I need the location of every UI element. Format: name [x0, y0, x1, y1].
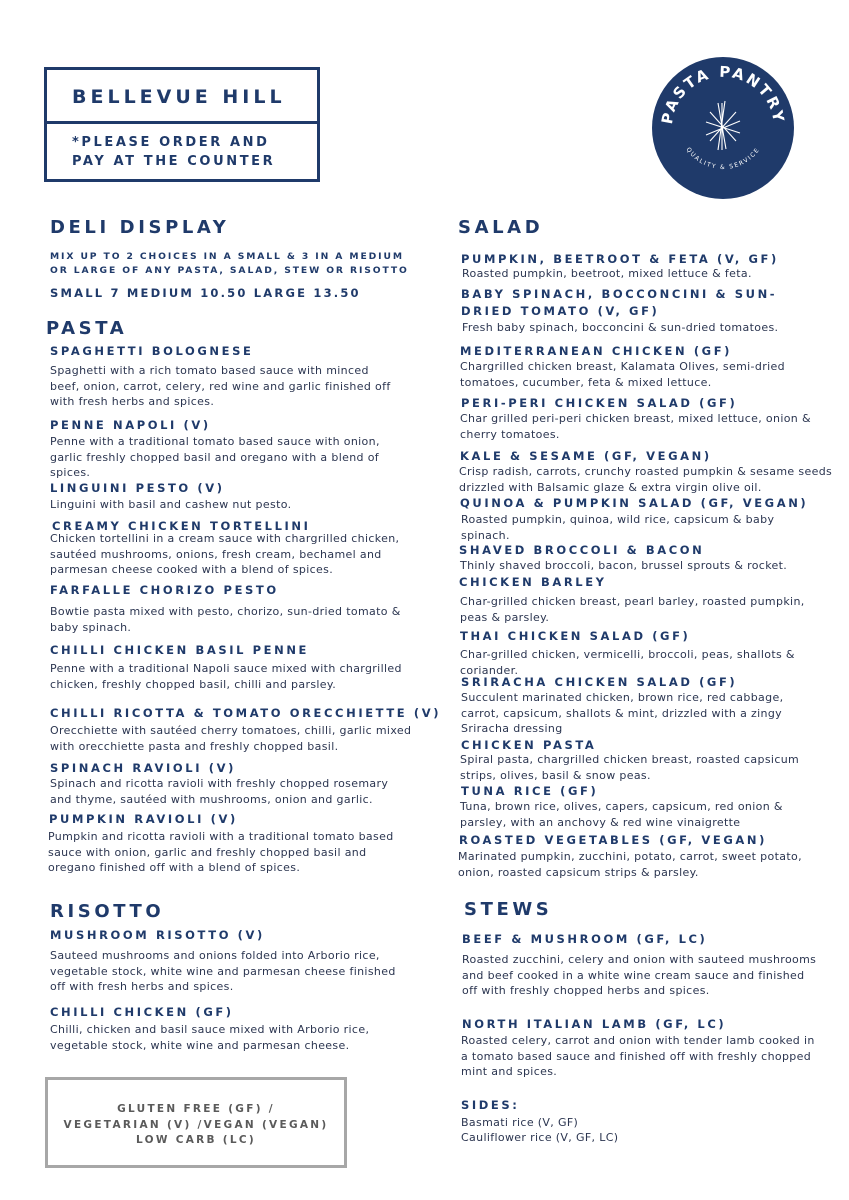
menu-item-desc: Penne with a traditional Napoli sauce mixed with chargrilled chicken, freshly chopped basil, chilli and parsley.: [50, 662, 402, 691]
menu-item-desc: Pumpkin and ricotta ravioli with a traditional tomato based sauce with onion, garlic and freshly chopped basil and oregano finished off with a blend of spices.: [48, 830, 394, 874]
size-prices: SMALL 7 MEDIUM 10.50 LARGE 13.50: [50, 286, 361, 300]
menu-item-desc: Chargrilled chicken breast, Kalamata Olives, semi-dried tomatoes, cucumber, feta & mixed lettuce.: [460, 360, 785, 389]
sides-title: SIDES:: [461, 1098, 520, 1112]
menu-item-name: BABY SPINACH, BOCCONCINI & SUN-: [461, 287, 778, 301]
menu-item-desc: Thinly shaved broccoli, bacon, brussel sprouts & rocket.: [460, 559, 788, 572]
logo-tagline: QUALITY & SERVICE: [684, 146, 762, 172]
menu-item-desc: Bowtie pasta mixed with pesto, chorizo, sun-dried tomato & baby spinach.: [50, 605, 401, 634]
menu-item-desc: Char-grilled chicken, vermicelli, broccoli, peas, shallots & coriander.: [460, 648, 795, 677]
menu-item-name: TUNA RICE (GF): [461, 784, 599, 798]
side-item: Cauliflower rice (V, GF, LC): [461, 1131, 619, 1144]
stews-title: STEWS: [464, 899, 553, 920]
menu-item-name: SHAVED BROCCOLI & BACON: [459, 543, 705, 557]
header-divider: [47, 121, 317, 124]
menu-item-desc: Chicken tortellini in a cream sauce with chargrilled chicken, sautéed mushrooms, onions, fresh cream, bechamel and parmesan cheese cooked with a blend of spices.: [50, 532, 400, 576]
deli-display-title: DELI DISPLAY: [50, 217, 230, 238]
salad-title: SALAD: [458, 217, 544, 238]
menu-item-name: PENNE NAPOLI (V): [50, 418, 211, 432]
menu-item-name: PUMPKIN RAVIOLI (V): [49, 812, 238, 826]
location-box: [44, 67, 320, 182]
order-note-line1: *PLEASE ORDER AND: [72, 135, 270, 150]
menu-item-name: SPINACH RAVIOLI (V): [50, 761, 236, 775]
menu-item-desc: Roasted pumpkin, quinoa, wild rice, capsicum & baby spinach.: [461, 513, 775, 542]
menu-item-desc: Fresh baby spinach, bocconcini & sun-dried tomatoes.: [462, 321, 779, 334]
menu-item-desc: Marinated pumpkin, zucchini, potato, carrot, sweet potato, onion, roasted capsicum strips & parsley.: [458, 850, 802, 879]
menu-item-desc: Crisp radish, carrots, crunchy roasted pumpkin & sesame seeds drizzled with Balsamic glaze & extra virgin olive oil.: [459, 465, 833, 494]
menu-item-name: ROASTED VEGETABLES (GF, VEGAN): [459, 833, 767, 847]
menu-item-name: CHICKEN PASTA: [461, 738, 597, 752]
menu-item-name: BEEF & MUSHROOM (GF, LC): [462, 932, 708, 946]
menu-item-name: LINGUINI PESTO (V): [50, 481, 225, 495]
menu-item-name: SRIRACHA CHICKEN SALAD (GF): [461, 675, 738, 689]
menu-item-desc: Orecchiette with sautéed cherry tomatoes, chilli, garlic mixed with orecchiette pasta and freshly chopped basil.: [50, 724, 412, 753]
dietary-key-line1: GLUTEN FREE (GF) /: [117, 1103, 275, 1115]
menu-item-name: CHICKEN BARLEY: [459, 575, 607, 589]
menu-item-name: QUINOA & PUMPKIN SALAD (GF, VEGAN): [460, 496, 809, 510]
side-item: Basmati rice (V, GF): [461, 1116, 579, 1129]
deli-note: [50, 250, 410, 278]
pasta-title: PASTA: [46, 318, 128, 339]
risotto-title: RISOTTO: [50, 901, 165, 922]
menu-item-name: NORTH ITALIAN LAMB (GF, LC): [462, 1017, 727, 1031]
menu-item-name: PUMPKIN, BEETROOT & FETA (V, GF): [461, 252, 779, 266]
dietary-key-line2: VEGETARIAN (V) /VEGAN (VEGAN): [63, 1118, 329, 1131]
menu-item-desc: Spinach and ricotta ravioli with freshly chopped rosemary and thyme, sautéed with mushrooms, onion and garlic.: [50, 777, 389, 806]
dietary-key-line3: LOW CARB (LC): [136, 1134, 256, 1146]
menu-item-name: CHILLI CHICKEN (GF): [50, 1005, 234, 1019]
menu-item-desc: Spiral pasta, chargrilled chicken breast, roasted capsicum strips, olives, basil & snow peas.: [460, 753, 800, 782]
menu-item-desc: Sauteed mushrooms and onions folded into Arborio rice, vegetable stock, white wine and parmesan cheese finished off with fresh herbs and spices.: [50, 949, 396, 993]
order-note-line2: PAY AT THE COUNTER: [72, 154, 276, 169]
menu-item-desc: Penne with a traditional tomato based sauce with onion, garlic freshly chopped basil and oregano with a blend of spices.: [50, 435, 380, 479]
menu-item-desc: Chilli, chicken and basil sauce mixed with Arborio rice, vegetable stock, white wine and parmesan cheese.: [50, 1023, 370, 1052]
menu-item-desc: Roasted zucchini, celery and onion with sauteed mushrooms and beef cooked in a white wine cream sauce and finished off with freshly chopped herbs and spices.: [462, 953, 817, 997]
menu-item-name: SPAGHETTI BOLOGNESE: [50, 344, 254, 358]
menu-item-name: FARFALLE CHORIZO PESTO: [50, 583, 279, 597]
menu-item-name: CREAMY CHICKEN TORTELLINI: [52, 519, 311, 533]
dietary-key-box: [45, 1077, 347, 1168]
menu-item-name: MUSHROOM RISOTTO (V): [50, 928, 265, 942]
deli-note-line1: MIX UP TO 2 CHOICES IN A SMALL & 3 IN A MEDIUM: [50, 251, 404, 262]
deli-note-line2: OR LARGE OF ANY PASTA, SALAD, STEW OR RISOTTO: [50, 265, 409, 276]
menu-item-desc: Succulent marinated chicken, brown rice, red cabbage, carrot, capsicum, shallots & mint, drizzled with a zingy Sriracha dressing: [461, 691, 784, 735]
menu-item-desc: Roasted pumpkin, beetroot, mixed lettuce & feta.: [462, 267, 752, 280]
menu-item-desc: Char grilled peri-peri chicken breast, mixed lettuce, onion & cherry tomatoes.: [460, 412, 811, 441]
order-note: [72, 133, 275, 171]
menu-item-desc: Linguini with basil and cashew nut pesto.: [50, 498, 292, 511]
menu-item-name: KALE & SESAME (GF, VEGAN): [460, 449, 712, 463]
menu-item-name: CHILLI CHICKEN BASIL PENNE: [50, 643, 310, 657]
menu-item-name: THAI CHICKEN SALAD (GF): [460, 629, 691, 643]
menu-item-name: CHILLI RICOTTA & TOMATO ORECCHIETTE (V): [50, 706, 442, 720]
menu-item-name: PERI-PERI CHICKEN SALAD (GF): [461, 396, 738, 410]
menu-item-desc: Char-grilled chicken breast, pearl barley, roasted pumpkin, peas & parsley.: [460, 595, 805, 624]
menu-item-name: MEDITERRANEAN CHICKEN (GF): [460, 344, 733, 358]
menu-item-desc: Tuna, brown rice, olives, capers, capsicum, red onion & parsley, with an anchovy & red wine vinaigrette: [460, 800, 783, 829]
dietary-key: [48, 1102, 344, 1149]
menu-item-desc: Roasted celery, carrot and onion with tender lamb cooked in a tomato based sauce and finished off with freshly chopped mint and spices.: [461, 1034, 815, 1078]
menu-item-desc: Spaghetti with a rich tomato based sauce with minced beef, onion, carrot, celery, red wine and garlic finished off with fresh herbs and spices.: [50, 364, 391, 408]
pasta-pantry-logo: [648, 57, 798, 199]
location-title: BELLEVUE HILL: [72, 86, 286, 108]
menu-item-name-line2: DRIED TOMATO (V, GF): [461, 304, 660, 318]
logo-brand: PASTA PANTRY: [657, 62, 789, 126]
